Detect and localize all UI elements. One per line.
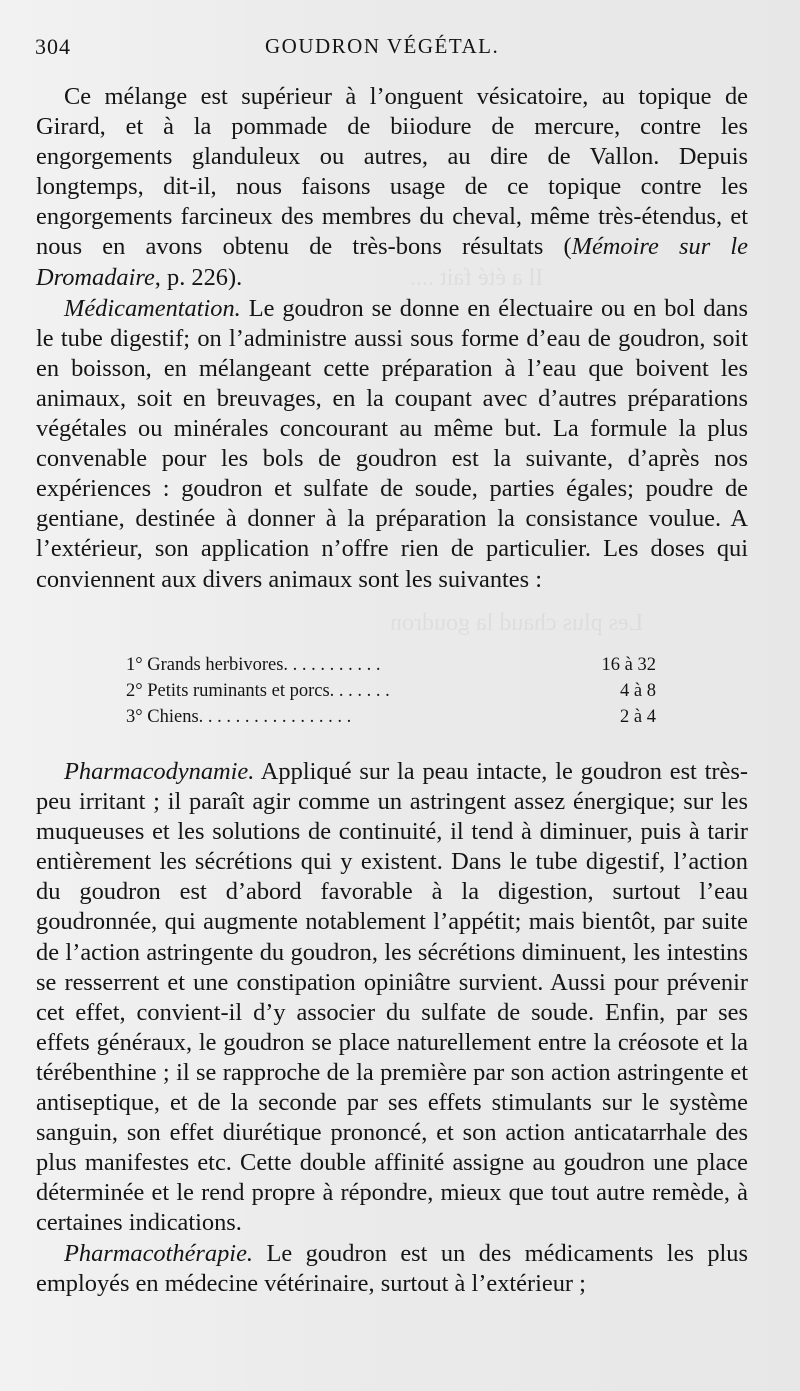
dose-value: 4 à 8 xyxy=(620,681,656,701)
dose-row xyxy=(126,678,656,704)
page-number: 304 xyxy=(35,34,71,59)
body-text-bottom xyxy=(36,757,748,1299)
memoir-title: Mémoire sur le Dromadaire xyxy=(36,233,748,291)
section-label-pharmacodynamie: Pharmacodynamie. xyxy=(64,758,255,785)
bleed-through-text: Il a été fait .... xyxy=(410,265,544,291)
dose-label: 1° Grands herbivores. . . . . . . . . . . xyxy=(126,655,381,675)
page-header xyxy=(35,34,755,66)
body-text-top xyxy=(36,82,748,595)
paragraph-topical-use xyxy=(36,82,748,293)
dose-label: 2° Petits ruminants et porcs. . . . . . . xyxy=(126,681,390,701)
paragraph-pharmacodynamie xyxy=(36,757,748,1239)
bleed-through-text: Les plus chaud la goudron xyxy=(390,610,644,636)
pharmacotherapie-text: Le goudron est un des médicaments les plus employés en médecine vétérinaire, surtout à l’extérieur ; xyxy=(36,1239,748,1297)
dose-value: 2 à 4 xyxy=(620,707,656,727)
dose-row xyxy=(126,704,656,730)
dose-row xyxy=(126,652,656,678)
paragraph-1-text: Ce mélange est supérieur à l’onguent vésicatoire, au topique de Girard, et à la pommade de biiodure de mercure, contre les engorgements glanduleux ou autres, au dire de Vallon. Depuis longtemps, dit-il, nous faisons usage de ce topique contre les engorgements farcineux des membres du cheval, même très-étendus, et nous en avons obtenu de très-bons résultats ( xyxy=(36,83,748,261)
section-label-medicamentation: Médicamentation. xyxy=(64,294,241,322)
dose-value: 16 à 32 xyxy=(601,655,656,675)
paragraph-1-tail: , p. 226). xyxy=(154,263,243,291)
pharmacodynamie-text: Appliqué sur la peau intacte, le goudron est très-peu irritant ; il paraît agir comme un astringent assez énergique; sur les muqueuses et les solutions de continuité, il tend à diminuer, puis à tarir entièrement les sécrétions qui y existent. Dans le tube digestif, l’action du goudron est d’abord favorable à la digestion, surtout l’eau goudronnée, qui augmente notablement l’appétit; mais bientôt, par suite de l’action astringente du goudron, les sécrétions diminuent, les intestins se resserrent et une constipation opiniâtre survient. Aussi pour prévenir cet effet, convient-il d’y associer du sulfate de soude. Enfin, par ses effets généraux, le goudron se place naturellement entre la créosote et la térébenthine ; il se rapproche de la première par son action astringente et antiseptique, et de la seconde par ses effets stimulants sur le système sanguin, son effet diurétique prononcé, et son action anticatarrhale des plus manifestes etc. Cette double affinité assigne au goudron une place déterminée et le rend propre à répondre, mieux que tout autre remède, à certaines indications. xyxy=(36,758,748,1237)
section-label-pharmacotherapie: Pharmacothérapie. xyxy=(64,1239,253,1267)
dose-list xyxy=(126,652,656,730)
medicamentation-text: Le goudron se donne en électuaire ou en bol dans le tube digestif; on l’administre aussi sous forme d’eau de goudron, soit en boisson, en mélangeant cette préparation à l’eau que boivent les animaux, soit en breuvages, en la coupant avec d’autres préparations végétales ou minérales concourant au même but. La formule la plus convenable pour les bols de goudron est la suivante, d’après nos expériences : goudron et sulfate de soude, parties égales; poudre de gentiane, destinée à donner à la préparation la consistance voulue. A l’extérieur, son application n’offre rien de particulier. Les doses qui conviennent aux divers animaux sont les suivantes : xyxy=(36,294,748,593)
paragraph-medicamentation xyxy=(36,294,748,595)
dose-label: 3° Chiens. . . . . . . . . . . . . . . . . xyxy=(126,707,352,727)
running-title: GOUDRON VÉGÉTAL. xyxy=(265,34,500,58)
paragraph-pharmacotherapie xyxy=(36,1239,748,1299)
